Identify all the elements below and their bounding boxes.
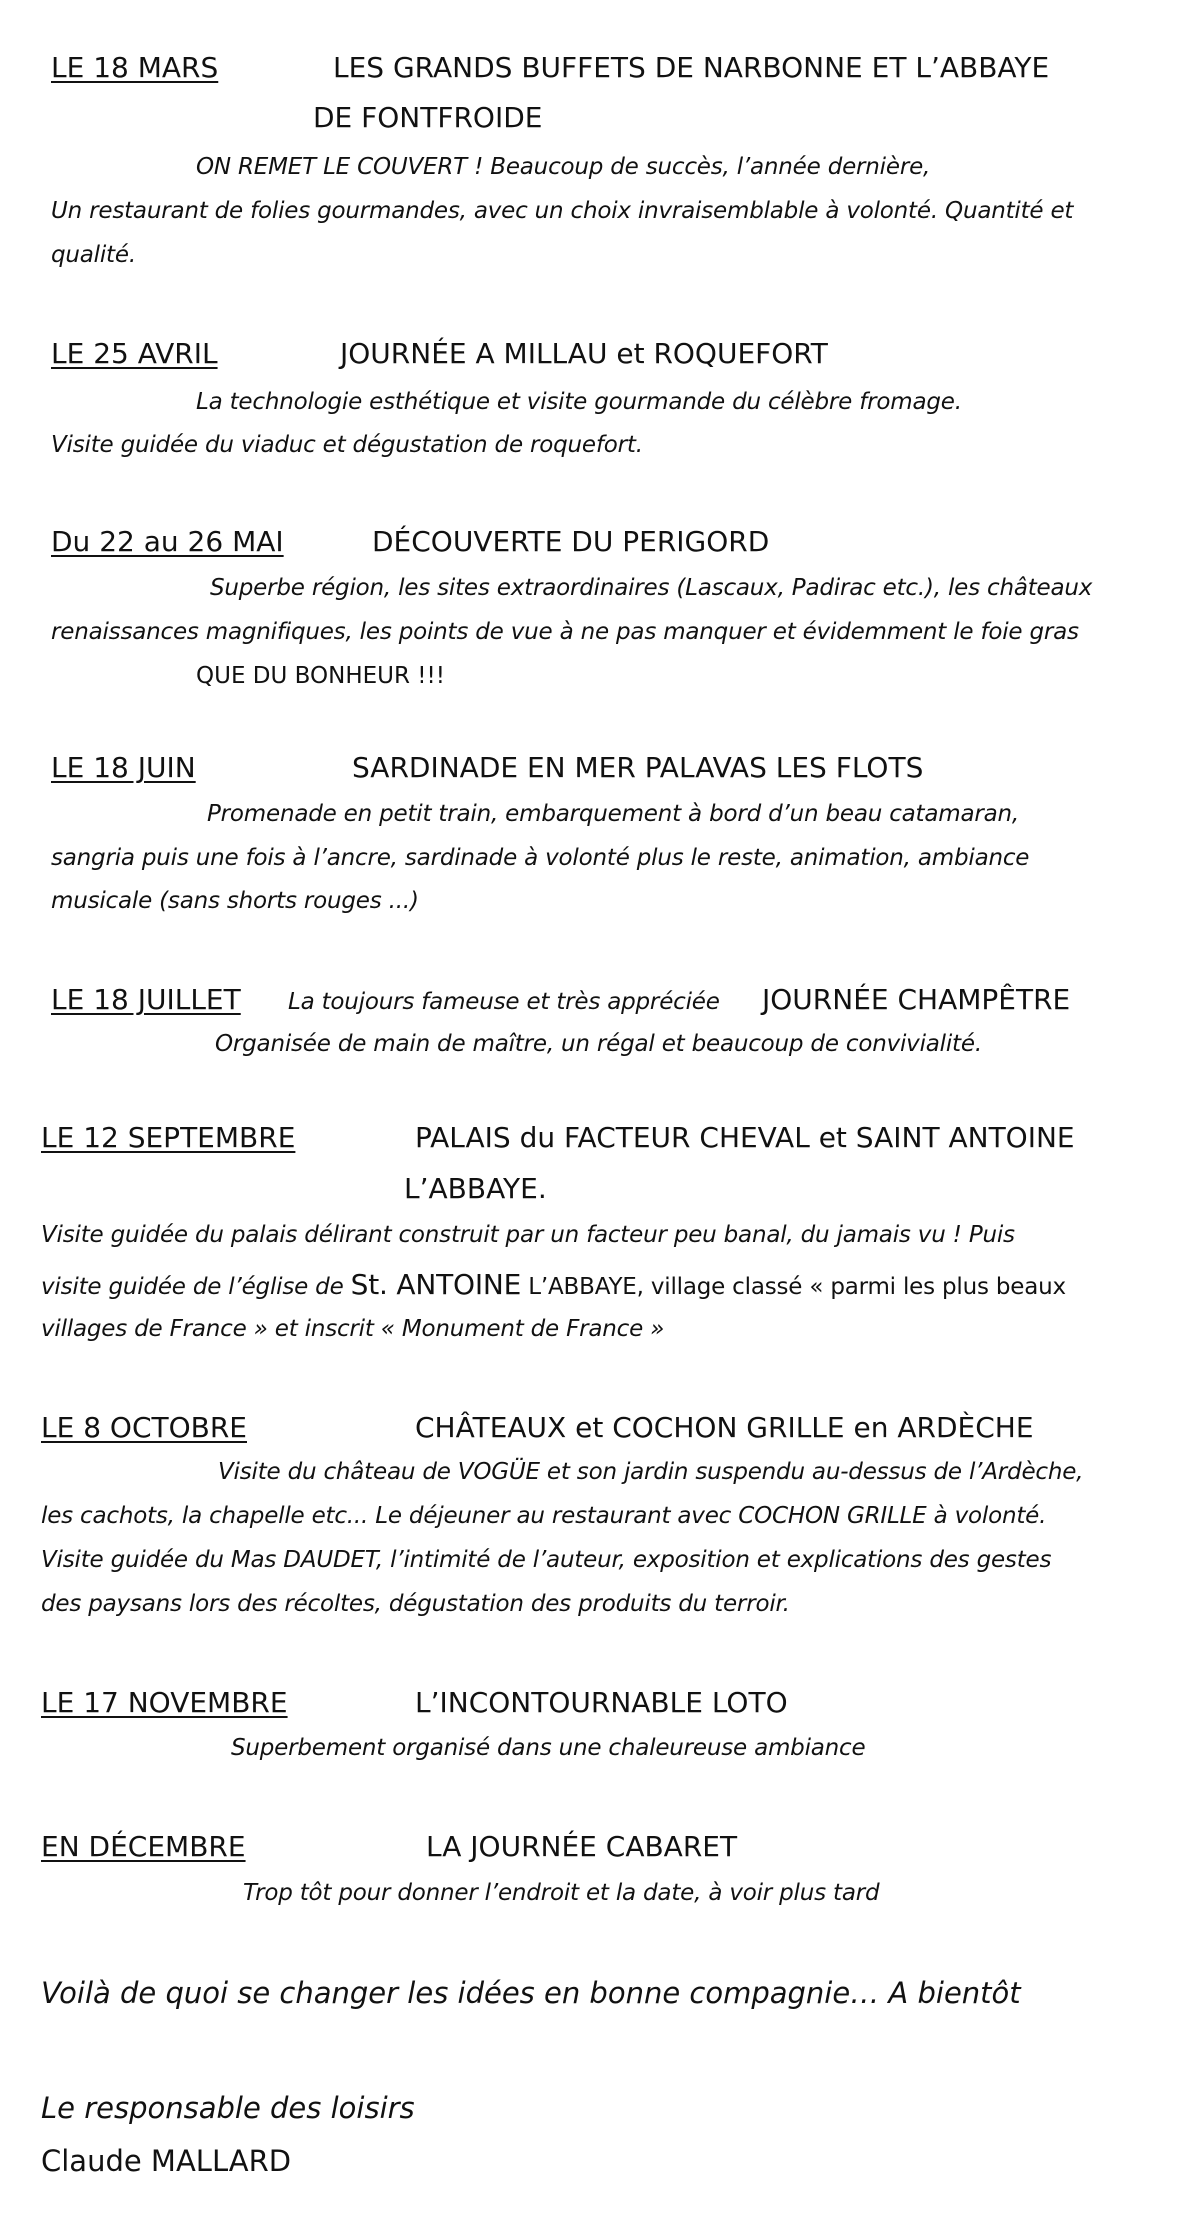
event-date: EN DÉCEMBRE: [41, 1830, 246, 1863]
event-date: Du 22 au 26 MAI: [51, 525, 284, 558]
event-date: LE 25 AVRIL: [51, 337, 218, 370]
signature-role: Le responsable des loisirs: [41, 2091, 415, 2125]
event-text-line: Trop tôt pour donner l’endroit et la date, à voir plus tard: [243, 1880, 880, 1906]
event-text-line: Organisée de main de maître, un régal et beaucoup de convivialité.: [215, 1031, 982, 1057]
event-date: LE 18 JUIN: [51, 751, 196, 784]
event-text-line: Promenade en petit train, embarquement à bord d’un beau catamaran,: [207, 801, 1020, 827]
event-text-line: Visite guidée du palais délirant construit par un facteur peu banal, du jamais vu ! Puis: [41, 1222, 1015, 1248]
event-text-line: renaissances magnifiques, les points de vue à ne pas manquer et évidemment le foie gras: [51, 619, 1079, 645]
event-text-line: Superbement organisé dans une chaleureuse ambiance: [231, 1735, 866, 1761]
event-title-line: PALAIS du FACTEUR CHEVAL et SAINT ANTOINE: [415, 1121, 1075, 1154]
event-title: [333, 51, 1155, 84]
event-text-line: sangria puis une fois à l’ancre, sardinade à volonté plus le reste, animation, ambiance: [51, 845, 1030, 871]
event-text-line: Visite guidée du Mas DAUDET, l’intimité de l’auteur, exposition et explications des gestes: [41, 1547, 1052, 1573]
signature-name: Claude MALLARD: [41, 2144, 292, 2178]
event-text-line: Superbe région, les sites extraordinaires (Lascaux, Padirac etc.), les châteaux: [210, 575, 1093, 601]
event-title-line: DE FONTFROIDE: [313, 101, 543, 134]
event-title-prefix: La toujours fameuse et très appréciée: [288, 989, 720, 1015]
event-text-highlight: St. ANTOINE: [350, 1268, 522, 1301]
closing-text: Voilà de quoi se changer les idées en bonne compagnie… A bientôt: [41, 1976, 1021, 2010]
event-text-line: QUE DU BONHEUR !!!: [196, 663, 445, 689]
event-text-line: villages de France » et inscrit « Monument de France »: [41, 1316, 665, 1342]
event-text-line: Un restaurant de folies gourmandes, avec un choix invraisemblable à volonté. Quantité et: [51, 198, 1074, 224]
event-text-line: [41, 1268, 1066, 1301]
event-text-line: La technologie esthétique et visite gourmande du célèbre fromage.: [196, 389, 962, 415]
event-date: LE 17 NOVEMBRE: [41, 1686, 288, 1719]
event-title-line: JOURNÉE A MILLAU et ROQUEFORT: [340, 337, 828, 370]
event-text-line: Visite du château de VOGÜE et son jardin suspendu au-dessus de l’Ardèche,: [218, 1459, 1084, 1485]
event-date: LE 12 SEPTEMBRE: [41, 1121, 296, 1154]
event-title-line: LES GRANDS BUFFETS DE NARBONNE ET L’ABBAYE: [333, 51, 1050, 84]
event-title-line: LA JOURNÉE CABARET: [426, 1830, 738, 1863]
event-date: LE 18 JUILLET: [51, 983, 241, 1016]
event-text-fragment: L’ABBAYE, village classé « parmi les plus beaux: [528, 1274, 1066, 1300]
event-title-line: JOURNÉE CHAMPÊTRE: [762, 983, 1071, 1016]
event-text-line: les cachots, la chapelle etc... Le déjeuner au restaurant avec COCHON GRILLE à volonté.: [41, 1503, 1047, 1529]
event-title-line: DÉCOUVERTE DU PERIGORD: [372, 525, 770, 558]
event-text-line: Visite guidée du viaduc et dégustation de roquefort.: [51, 432, 643, 458]
event-text-line: des paysans lors des récoltes, dégustation des produits du terroir.: [41, 1591, 790, 1617]
event-title-line: SARDINADE EN MER PALAVAS LES FLOTS: [352, 751, 924, 784]
event-date: LE 8 OCTOBRE: [41, 1411, 247, 1444]
event-date: LE 18 MARS: [51, 51, 219, 84]
event-title-line: CHÂTEAUX et COCHON GRILLE en ARDÈCHE: [415, 1411, 1034, 1444]
event-title-line: L’INCONTOURNABLE LOTO: [415, 1686, 788, 1719]
event-text-line: ON REMET LE COUVERT ! Beaucoup de succès, l’année dernière,: [196, 154, 931, 180]
event-title-line: L’ABBAYE.: [404, 1172, 547, 1205]
event-text-line: qualité.: [51, 242, 136, 268]
event-text-line: musicale (sans shorts rouges ...): [51, 888, 419, 914]
event-text-fragment: visite guidée de l’église de: [41, 1274, 344, 1300]
